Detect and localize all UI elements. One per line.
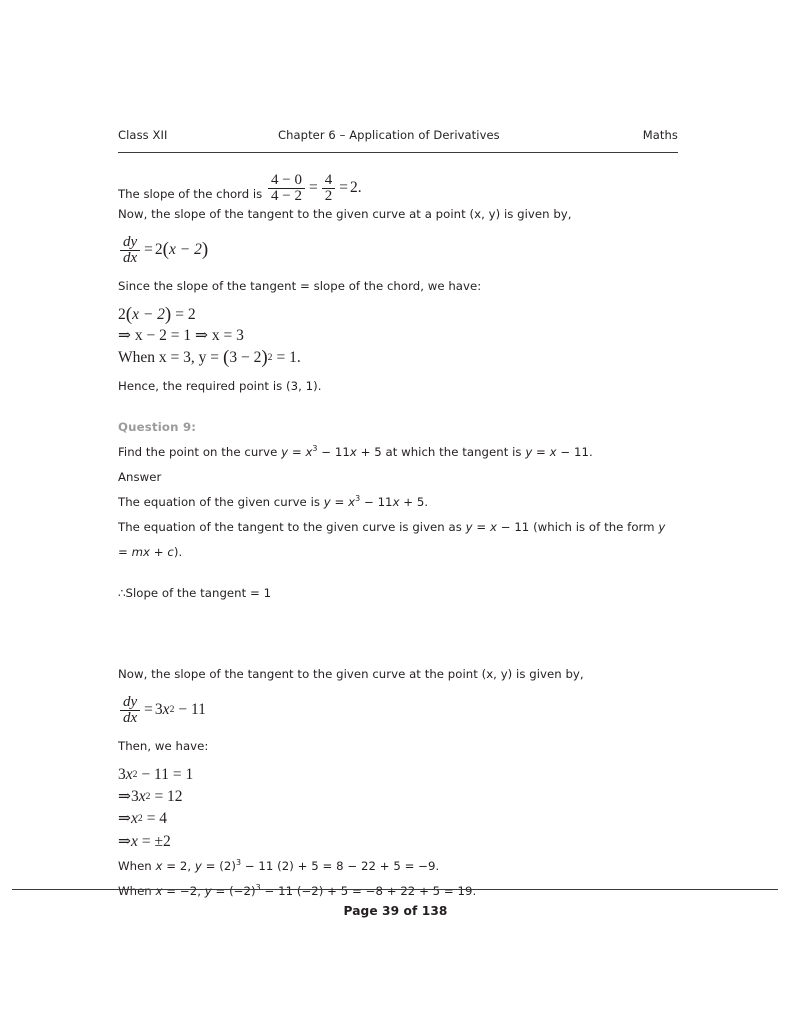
- close-paren: ): [261, 346, 268, 368]
- eval2-part-d: − 11 (−2) + 5 = −8 + 22 + 5 = 19.: [260, 883, 477, 898]
- tangent-part-e: +: [150, 544, 168, 559]
- tangent-var-y: y: [465, 519, 473, 534]
- prompt-part-c: − 11: [317, 444, 350, 459]
- tangent-part-f: ).: [173, 544, 183, 559]
- step1-coefficient: 2: [118, 306, 126, 323]
- fraction-denominator: 2: [324, 188, 333, 204]
- close-paren: ): [164, 304, 172, 326]
- chord-slope-text: The slope of the chord is: [118, 187, 263, 201]
- step-rest: = ±2: [141, 832, 171, 850]
- page-number-label: Page 39 of 138: [343, 904, 448, 918]
- chord-slope-line: [118, 158, 678, 202]
- fraction-denominator: [120, 711, 140, 726]
- evaluate-result: = 1.: [276, 348, 301, 366]
- then-we-have-text: Then, we have:: [118, 738, 209, 753]
- tangent-part-d: =: [118, 544, 132, 559]
- prompt-var-x: x: [305, 444, 313, 459]
- fraction-numerator: 4: [322, 173, 336, 189]
- tangent-var-x: x: [489, 519, 497, 534]
- dy-dx-fraction: [120, 235, 140, 266]
- footer-divider-rule: [12, 889, 778, 890]
- derivative-equation-1: [118, 235, 678, 266]
- prompt-exponent: 3: [312, 443, 318, 453]
- rhs-tail: − 11: [178, 701, 206, 719]
- step-variable: x: [125, 765, 133, 783]
- question-9-heading: Question 9:: [118, 419, 197, 434]
- step-lead: ⇒: [118, 788, 131, 806]
- dx-denominator-text: dx: [123, 250, 138, 266]
- dx-denominator-text: dx: [123, 709, 138, 726]
- eval1-exponent: 3: [235, 857, 242, 867]
- prompt-var-x-2: x: [349, 444, 357, 459]
- given-exponent: 3: [355, 493, 361, 503]
- tangent-part-b: =: [472, 519, 490, 534]
- tangent-var-m: m: [131, 544, 144, 559]
- equation-step-1: [118, 304, 678, 326]
- header-chapter-title: Chapter 6 – Application of Derivatives: [278, 128, 500, 142]
- prompt-var-y-2: y: [525, 444, 533, 459]
- header-subject-label: Maths: [642, 128, 678, 142]
- tangent-part-a: The equation of the tangent to the given curve is given as: [118, 519, 466, 534]
- given-var-y: y: [323, 494, 331, 509]
- close-paren: ): [201, 239, 209, 261]
- slope-of-tangent-result: ∴Slope of the tangent = 1: [118, 585, 272, 600]
- equals-sign: =: [144, 241, 153, 259]
- prompt-part-a: Find the point on the curve: [118, 444, 282, 459]
- fraction-numerator: 4 − 0: [268, 173, 305, 189]
- eval1-part-b: = 2,: [162, 858, 195, 873]
- parenthesized-group: [162, 239, 209, 261]
- chord-slope-result: 2.: [349, 179, 362, 197]
- eval2-part-b: = −2,: [162, 883, 205, 898]
- given-part-b: =: [330, 494, 349, 509]
- since-slope-text: Since the slope of the tangent = slope of the chord, we have:: [118, 279, 482, 293]
- prompt-var-x-3: x: [549, 444, 557, 459]
- step1-rhs: = 2: [175, 306, 196, 323]
- solve-step-row: ⇒ x 2 = 4: [118, 810, 168, 828]
- fraction-denominator: 4 − 2: [271, 188, 302, 204]
- step-variable: x: [131, 810, 138, 828]
- open-paren: (: [125, 304, 133, 326]
- eval2-part-a: When: [118, 883, 156, 898]
- step-coefficient: 3: [118, 765, 126, 783]
- rhs-coefficient: 3: [154, 701, 163, 719]
- tangent-var-y-2: y: [658, 519, 666, 534]
- open-paren: (: [223, 346, 230, 368]
- prompt-part-b: =: [288, 444, 306, 459]
- rhs-variable: x: [162, 701, 170, 719]
- step-rest: − 11 = 1: [141, 765, 194, 783]
- step-variable: x: [138, 788, 146, 806]
- equals-sign-2: =: [339, 179, 348, 197]
- step-variable: x: [131, 832, 138, 850]
- group-inner-expression: x − 2: [132, 306, 165, 323]
- tangent-part-c: − 11 (which is of the form: [496, 519, 659, 534]
- prompt-var-y: y: [281, 444, 289, 459]
- prompt-part-f: − 11.: [556, 444, 593, 459]
- eval1-var-x: x: [155, 858, 163, 873]
- parenthesized-group: [223, 346, 268, 368]
- fraction-4-over-2: [322, 173, 336, 204]
- step-lead: ⇒: [118, 832, 131, 850]
- dy-dx-fraction: [120, 695, 140, 726]
- given-var-x: x: [348, 494, 356, 509]
- fraction-numerator: [120, 235, 140, 251]
- hence-required-point-text: Hence, the required point is (3, 1).: [118, 378, 322, 393]
- solve-step-row: ⇒ 3 x 2 = 12: [118, 788, 183, 806]
- solve-step-row: 3 x 2 − 11 = 1: [118, 765, 194, 783]
- answer-label: Answer: [118, 469, 162, 484]
- given-part-c: − 11: [360, 494, 393, 509]
- slope-tangent-point-intro: Now, the slope of the tangent to the given curve at the point (x, y) is given by,: [118, 666, 584, 681]
- page-running-header: [118, 128, 678, 153]
- fraction-numerator: [120, 695, 140, 711]
- tangent-equation-text: [118, 515, 678, 565]
- solve-step-row: [118, 834, 678, 850]
- given-part-a: The equation of the given curve is: [118, 494, 324, 509]
- step-lead: ⇒: [118, 810, 131, 828]
- step-rest: = 4: [146, 810, 168, 828]
- document-body: [118, 158, 678, 904]
- when-x-prefix: When x = 3, y =: [118, 348, 219, 366]
- question-9-prompt: [118, 440, 678, 465]
- given-var-x-2: x: [392, 494, 400, 509]
- equation-step-3-evaluate: When x = 3, y = ( 3 − 2 ) 2 = 1.: [118, 346, 301, 368]
- given-curve-equation-text: [118, 490, 678, 515]
- tangent-var-c: c: [167, 544, 174, 559]
- eval1-part-a: When: [118, 858, 156, 873]
- eval2-exponent: 3: [255, 882, 261, 892]
- open-paren: (: [162, 239, 169, 261]
- prompt-part-d: + 5 at which the tangent is: [356, 444, 526, 459]
- slope-tangent-intro-text: Now, the slope of the tangent to the given curve at a point (x, y) is given by,: [118, 207, 572, 221]
- prompt-part-e: =: [532, 444, 550, 459]
- equation-step-2: ⇒ x − 2 = 1 ⇒ x = 3: [118, 327, 244, 345]
- eval1-part-d: − 11 (2) + 5 = 8 − 22 + 5 = −9.: [241, 858, 440, 873]
- evaluate-x-negative-2: [118, 879, 678, 904]
- dy-numerator-text: dy: [123, 693, 138, 710]
- equals-sign-1: =: [308, 179, 318, 197]
- step-coefficient: 3: [131, 788, 139, 806]
- group-inner-expression: 3 − 2: [229, 348, 262, 366]
- fraction-4-0-over-4-2: [268, 173, 305, 204]
- rhs-coefficient: 2: [154, 241, 163, 259]
- eval1-part-c: = (2): [201, 858, 236, 873]
- parenthesized-group: [125, 304, 172, 326]
- derivative-equation-2: $\frac{dy}{dx}$ = 3 x 2 − 11: [118, 695, 678, 726]
- fraction-denominator: [120, 251, 140, 266]
- step-rest: = 12: [154, 788, 183, 806]
- eval2-var-y: y: [204, 883, 212, 898]
- header-class-label: Class XII: [118, 128, 168, 142]
- eval1-var-y: y: [194, 858, 202, 873]
- given-part-d: + 5.: [399, 494, 429, 509]
- chord-slope-math: [266, 173, 362, 204]
- dy-numerator-text: dy: [123, 234, 138, 250]
- eval2-var-x: x: [155, 883, 163, 898]
- eval2-part-c: = (−2): [211, 883, 256, 898]
- tangent-var-x-2: x: [143, 544, 151, 559]
- equals-sign: =: [144, 701, 153, 719]
- evaluate-x-positive-2: [118, 854, 678, 879]
- group-inner-expression: x − 2: [169, 241, 202, 259]
